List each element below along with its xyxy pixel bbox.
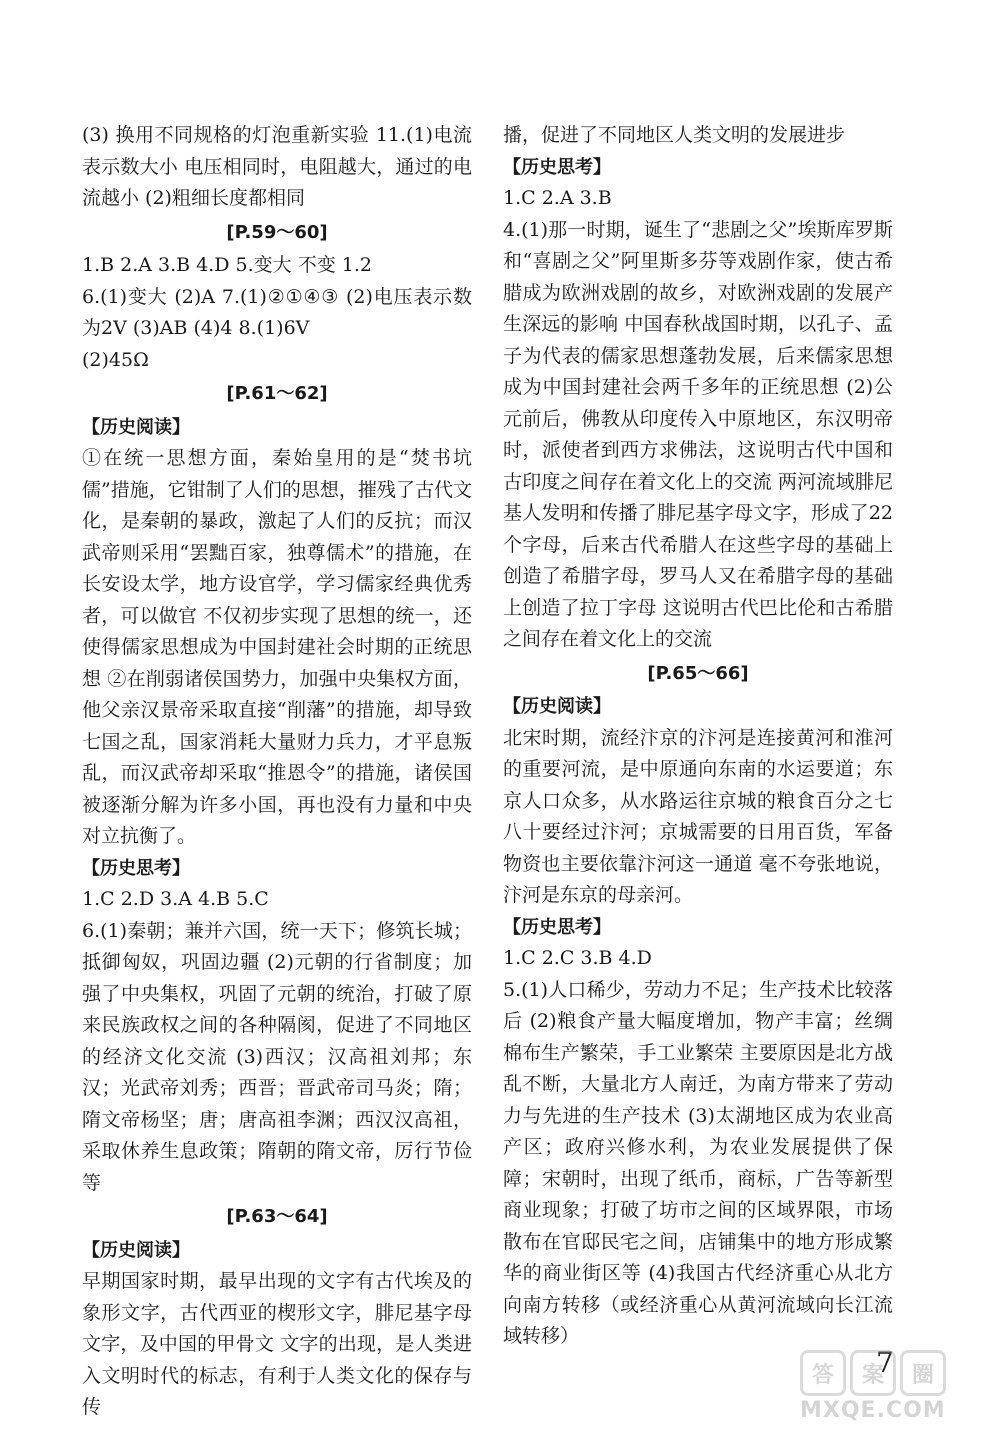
page-range-heading: [P.59～60]: [226, 221, 328, 243]
answer-paragraph: 6.(1)变大 (2)A 7.(1)②①④③ (2)电压表示数为2V (3)AB (4)4 8.(1)6V: [82, 285, 472, 339]
answer-paragraph: 1.B 2.A 3.B 4.D 5.变大 不变 1.2: [82, 254, 372, 276]
watermark-url: MXQE.COM: [800, 1398, 946, 1423]
section-heading: 【历史思考】: [503, 156, 611, 178]
section-heading: 【历史思考】: [82, 857, 190, 879]
answer-paragraph: ①在统一思想方面，秦始皇用的是“焚书坑儒”措施，它钳制了人们的思想，摧残了古代文化，是秦朝的暴政，激起了人们的反抗；而汉武帝则采用“罢黜百家，独尊儒术”的措施，在长安设太学，地方设官学，学习儒家经典优秀者，可以做官 不仅初步实现了思想的统一，还使得儒家思想成为中国封建社会时期的正统思想 ②在削弱诸侯国势力，加强中央集权方面，他父亲汉景帝采取直接“削藩”的措施，却导致七国之乱，国家消耗大量财力兵力，才平息叛乱，而汉武帝却采取“推恩令”的措施，诸侯国被逐渐分解为许多小国，再也没有力量和中央对立抗衡了。: [82, 447, 472, 847]
page-range-heading: [P.61～62]: [226, 383, 328, 404]
page-number: 7: [876, 1346, 894, 1379]
answer-paragraph: 6.(1)秦朝；兼并六国，统一天下；修筑长城；抵御匈奴，巩固边疆 (2)元朝的行省制度；加强了中央集权，巩固了元朝的统治，打破了原来民族政权之间的各种隔阂，促进了不同地区的经济文化交流 (3)西汉；汉高祖刘邦；东汉；光武帝刘秀；西晋；晋武帝司马炎；隋；隋文帝杨坚；唐；唐高祖李渊；西汉汉高祖，采取休养生息政策；隋朝的隋文帝，厉行节俭等: [82, 919, 472, 1194]
answer-paragraph: 5.(1)人口稀少，劳动力不足；生产技术比较落后 (2)粮食产量大幅度增加，物产丰富；丝绸棉布生产繁荣，手工业繁荣 主要原因是北方战乱不断，大量北方人南迁，为南方带来了劳动力与先进的生产技术 (3)太湖地区成为农业高产区；政府兴修水利，为农业发展提供了保障；宋朝时，出现了纸币，商标，广告等新型商业现象；打破了坊市之间的区域界限，市场散布在官邸民宅之间，店铺集中的地方形成繁华的商业街区等 (4)我国古代经济重心从北方向南方转移（或经济重心从黄河流域向长江流域转移）: [503, 978, 893, 1347]
watermark-glyph: 答: [800, 1350, 846, 1396]
answer-paragraph: 播，促进了不同地区人类文明的发展进步: [503, 124, 846, 146]
answer-paragraph: 1.C 2.C 3.B 4.D: [503, 947, 652, 969]
answer-paragraph: 北宋时期，流经汴京的汴河是连接黄河和淮河的重要河流，是中原通向东南的水运要道；东京人口众多，从水路运往京城的粮食百分之七八十要经过汴河；京城需要的日用百货，军备物资也主要依靠汴河这一通道 毫不夸张地说，汴河是东京的母亲河。: [503, 726, 893, 906]
watermark-logo: [800, 1350, 985, 1430]
answer-paragraph: 1.C 2.D 3.A 4.B 5.C: [82, 888, 269, 910]
section-heading: 【历史阅读】: [503, 696, 611, 717]
watermark-glyph: 案: [850, 1350, 896, 1396]
left-column: [82, 120, 472, 1424]
answer-paragraph: (3) 换用不同规格的灯泡重新实验 11.(1)电流表示数大小 电压相同时，电阻越大，通过的电流越小 (2)粗细长度都相同: [82, 124, 472, 209]
right-column: [503, 120, 893, 1353]
answer-paragraph: (2)45Ω: [82, 348, 149, 371]
answer-paragraph: 早期国家时期，最早出现的文字有古代埃及的象形文字，古代西亚的楔形文字，腓尼基字母文字，及中国的甲骨文 文字的出现，是人类进入文明时代的标志，有利于人类文化的保存与传: [82, 1270, 472, 1418]
section-heading: 【历史阅读】: [82, 1239, 190, 1261]
answer-paragraph: 1.C 2.A 3.B: [503, 187, 612, 209]
answer-paragraph: 4.(1)那一时期，诞生了“悲剧之父”埃斯库罗斯和“喜剧之父”阿里斯多芬等戏剧作家，使古希腊成为欧洲戏剧的故乡，对欧洲戏剧的发展产生深远的影响 中国春秋战国时期，以孔子、孟子为代表的儒家思想蓬勃发展，后来儒家思想成为中国封建社会两千多年的正统思想 (2)公元前后，佛教从印度传入中原地区，东汉明帝时，派使者到西方求佛法，这说明古代中国和古印度之间存在着文化上的交流 两河流域腓尼基人发明和传播了腓尼基字母文字，形成了22个字母，后来古代希腊人在这些字母的基础上创造了希腊字母，罗马人又在希腊字母的基础上创造了拉丁字母 这说明古代巴比伦和古希腊之间存在着文化上的交流: [503, 218, 893, 650]
section-heading: 【历史思考】: [503, 916, 611, 938]
watermark-glyph: 圈: [900, 1350, 946, 1396]
page-range-heading: [P.63～64]: [226, 1206, 328, 1227]
page-range-heading: [P.65～66]: [647, 662, 749, 684]
section-heading: 【历史阅读】: [82, 416, 190, 438]
